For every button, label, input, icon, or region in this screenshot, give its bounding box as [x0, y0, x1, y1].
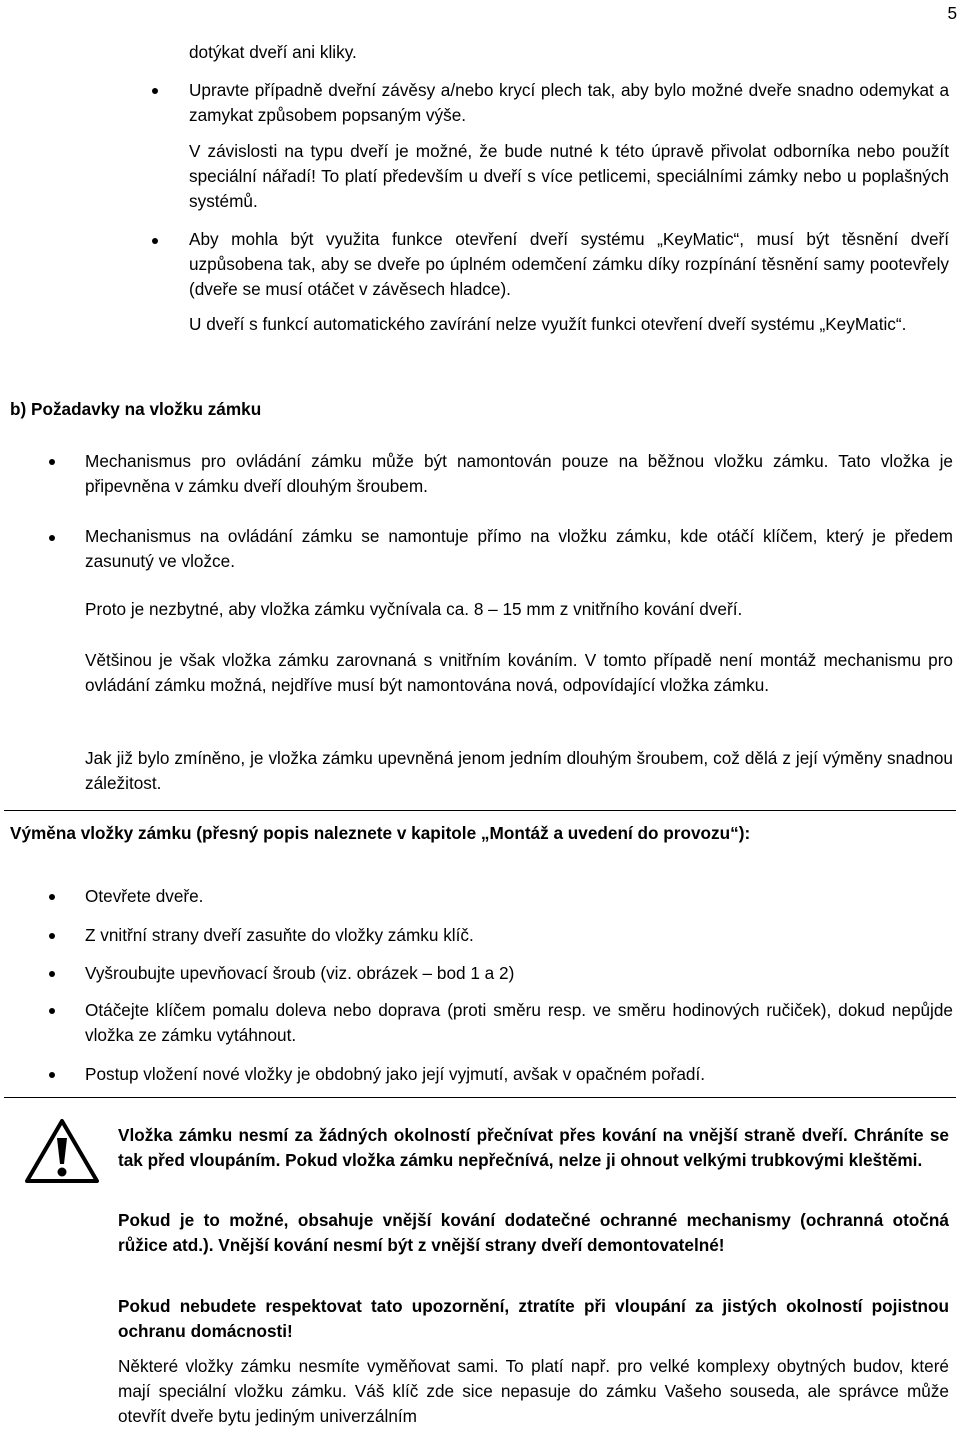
list-item: Mechanismus na ovládání zámku se namontuje přímo na vložku zámku, kde otáčí klíčem, který je předem zasunutý ve vložce. — [85, 526, 953, 571]
step-item: Postup vložení nové vložky je obdobný jako její vyjmutí, avšak v opačném pořadí. — [85, 1064, 706, 1084]
step-item: Vyšroubujte upevňovací šroub (viz. obrázek – bod 1 a 2) — [85, 963, 515, 983]
step-item: Otevřete dveře. — [85, 886, 204, 906]
bullet-dot — [49, 1008, 55, 1014]
warning-paragraph: Pokud nebudete respektovat tato upozornění, ztratíte při vloupání za jistých okolností pojistnou ochranu domácnosti! — [118, 1296, 949, 1341]
bullet-dot — [49, 535, 55, 541]
list-item-note: U dveří s funkcí automatického zavírání nelze využít funkci otevření dveří systému „KeyMatic“. — [189, 314, 907, 334]
box-heading: Výměna vložky zámku (přesný popis naleznete v kapitole „Montáž a uvedení do provozu“): — [10, 823, 751, 843]
list-item: Aby mohla být využita funkce otevření dveří systému „KeyMatic“, musí být těsnění dveří uzpůsobena tak, aby se dveře po úplném odemčení zámku díky rozpínání těsnění samy pootevřely (dveře se musí otáčet v závěsech hladce). — [189, 229, 949, 299]
bullet-dot — [49, 459, 55, 465]
section-heading: b) Požadavky na vložku zámku — [10, 399, 262, 419]
page-number: 5 — [947, 3, 957, 23]
replacement-box — [4, 810, 956, 1098]
warning-paragraph: Vložka zámku nesmí za žádných okolností přečnívat přes kování na vnější straně dveří. Chráníte se tak před vloupáním. Pokud vložka zámku nepřečnívá, nelze ji ohnout velkými trubkovými kleštěmi. — [118, 1125, 949, 1170]
bullet-dot — [152, 88, 158, 94]
step-item: Otáčejte klíčem pomalu doleva nebo doprava (proti směru resp. ve směru hodinových ručiček), dokud nepůjde vložka ze zámku vytáhnout. — [85, 1000, 953, 1045]
step-item: Z vnitřní strany dveří zasuňte do vložky zámku klíč. — [85, 925, 474, 945]
paragraph: Jak již bylo zmíněno, je vložka zámku upevněná jenom jedním dlouhým šroubem, což dělá z její výměny snadnou záležitost. — [85, 748, 953, 793]
bullet-dot — [49, 1072, 55, 1078]
warning-triangle-icon — [24, 1118, 100, 1184]
bullet-dot — [49, 894, 55, 900]
bullet-dot — [49, 933, 55, 939]
warning-paragraph: Pokud je to možné, obsahuje vnější kování dodatečné ochranné mechanismy (ochranná otočná růžice atd.). Vnější kování nesmí být z vnější strany dveří demontovatelné! — [118, 1210, 949, 1255]
bullet-dot — [152, 238, 158, 244]
list-item: Upravte případně dveřní závěsy a/nebo krycí plech tak, aby bylo možné dveře snadno odemykat a zamykat způsobem popsaným výše. — [189, 80, 949, 125]
list-item: Mechanismus pro ovládání zámku může být namontován pouze na běžnou vložku zámku. Tato vložka je připevněna v zámku dveří dlouhým šroubem. — [85, 451, 953, 496]
list-item-note: V závislosti na typu dveří je možné, že bude nutné k této úpravě přivolat odborníka nebo použít speciální nářadí! To platí především u dveří s více petlicemi, speciálními zámky nebo u poplašných systémů. — [189, 141, 949, 211]
paragraph: Proto je nezbytné, aby vložka zámku vyčnívala ca. 8 – 15 mm z vnitřního kování dveří. — [85, 599, 743, 619]
continued-text: dotýkat dveří ani kliky. — [189, 42, 357, 62]
paragraph: Většinou je však vložka zámku zarovnaná s vnitřním kováním. V tomto případě není montáž mechanismu pro ovládání zámku možná, nejdříve musí být namontována nová, odpovídající vložka zámku. — [85, 650, 953, 695]
warning-paragraph: Některé vložky zámku nesmíte vyměňovat sami. To platí např. pro velké komplexy obytných budov, které mají speciální vložku zámku. Váš klíč zde sice nepasuje do zámku Vašeho souseda, ale správce může otevřít dveře bytu jediným univerzálním — [118, 1356, 949, 1426]
bullet-dot — [49, 971, 55, 977]
